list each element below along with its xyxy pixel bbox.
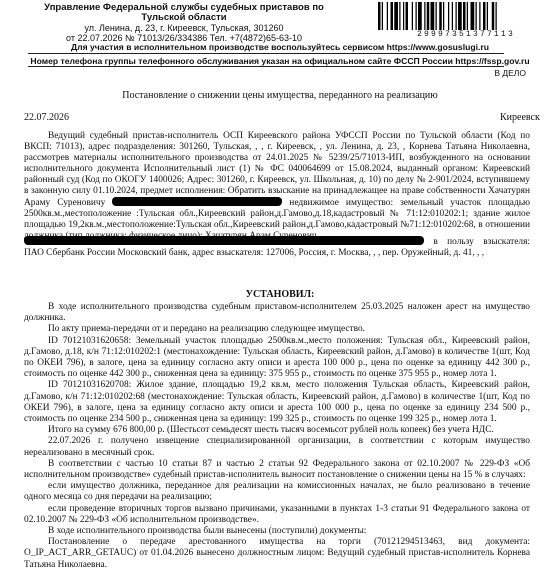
- barcode-bar: [431, 2, 435, 30]
- divider: [28, 66, 504, 67]
- barcode-bar: [487, 2, 488, 30]
- barcode-bar: [443, 2, 444, 30]
- barcode-bar: [394, 2, 398, 30]
- document-title: Постановление о снижении цены имущества, переданного на реализацию: [122, 90, 438, 101]
- barcode-image: [376, 2, 556, 30]
- barcode-bar: [452, 2, 453, 30]
- barcode-number: 29997351377113: [416, 30, 515, 39]
- body-paragraph: Постановление о передаче арестованного имущества на торги (70121294513463, вид документа: O_IP_ACT_ARR_GETAUC) от 01.04.2026 вынесено должностным лицом: Ведущий судебный пристав-исполнитель Корнева Татьяна Николаевна.: [24, 537, 530, 570]
- organization-name: Управление Федеральной службы судебных приставов по Тульской области: [44, 2, 324, 23]
- barcode-bar: [496, 2, 497, 30]
- organization-block: [24, 3, 344, 43]
- established-heading: УСТАНОВИЛ:: [245, 289, 315, 300]
- intro-text-b: недвижимое имущество: земельный участок площадью 2500кв.м.,местоположение :Тульская обл.,Киреевский район,д.Гамово,д.18,кадастровый № 71:12:010202:1; здание жилое площадью 19,2кв.м.,местоположение:Тульская обл.,Киреевский район,д.Гамово,кадастровый №71:12:010202:68, в отношении: [24, 198, 531, 230]
- intro-text-a: Ведущий судебный пристав-исполнитель ОСП Киреевского района УФССП России по Тульской области (Код по ВКСП: 71013), адрес подразделения: 301260, Тульская, , , г. Киреевск, , ул. Ленина, д. 23, , Корнева Татьяна Николаевна, рассмотрев материалы исполнительного производства от 24.01.2025 № 5239/25/71013-ИП, возбужденного на основании исполнительного документа Исполнительный лист (1) № ФС 040064699 от 15.08.2024, выданный органом: Киреевский районный суд (Код по ОКОГУ 1400026; Адрес: 301260, г. Киреевск, ул. Школьная, д. 10) по делу № 2-901/2024, вступившему в законную силу 01.10.2024, предмет исполнения: Обратить взыскание на принадлежащее на праве собственности Хачатурян Араму Суреновичу: [24, 131, 530, 208]
- body-paragraph: В ходе исполнительного производства судебным приставом-исполнителем 25.03.2025 наложен арест на имущество должника.: [24, 302, 530, 324]
- barcode-bar: [476, 2, 477, 30]
- body-paragraph: ID 70121031620708: Жилое здание, площадью 19,2 кв.м, место положения Тульская область, Киреевский район, д.Гамово, к/н 71:12:010202:68 (местонахождение: Тульская область, Киреевский район, д.Гамово) в количестве 1(шт, Код по ОКЕИ 796), в залоге, цена за единицу согласно акту описи и ареста 100 000 р., цена по оценке за единицу 234 500 р., стоимость по оценке 234 500 р., сниженная цена за единицу: 199 325 р., стоимость по оценке 199 325 р., номер лота 1.: [24, 380, 530, 425]
- document-city: Киреевск: [500, 112, 540, 123]
- redaction-bar: [24, 236, 424, 245]
- body-paragraph: По акту приема-передачи от и передано на реализацию следующее имущество.: [48, 324, 366, 335]
- barcode-bar: [448, 2, 449, 30]
- barcode-bar: [492, 2, 495, 30]
- barcode-bar: [416, 2, 417, 30]
- body-paragraph: 22.07.2026 г. получено извещение специализированной организации, в соответствии с которым имущество нереализовано в месячный срок.: [24, 436, 530, 458]
- barcode-bar: [418, 2, 422, 30]
- body-paragraph: если имущество должника, переданное для реализации на комиссионных началах, не было реализовано в течение одного месяца со дня передачи на реализацию;: [24, 481, 530, 503]
- document-date: 22.07.2026: [24, 112, 69, 123]
- divider: [28, 53, 504, 54]
- barcode-bar: [483, 2, 486, 30]
- barcode-bar: [436, 2, 437, 30]
- barcode-bar: [427, 2, 430, 30]
- barcode-bar: [387, 2, 388, 30]
- body-paragraph: ID 70121031620658: Земельный участок площадью 2500кв.м.,место положения: Тульская обл., Киреевский район, д.Гамово, д.18, к/н 71:12:010202:1 (местонахождение: Тульская область, Киреевский район, д.Гамово) в количестве 1(шт, Код по ОКЕИ 796), в залоге, цена за единицу согласно акту описи и ареста 100 000 р., цена по оценке за единицу 442 300 р., стоимость по оценке 442 300 р., сниженная цена за единицу: 375 955 р., стоимость по оценке 375 955 р., номер лота 1.: [24, 335, 530, 380]
- barcode-bar: [403, 2, 404, 30]
- barcode-bar: [467, 2, 468, 30]
- body-paragraph: В ходе исполнительного производства были вынесены (поступили) документы:: [48, 526, 367, 537]
- letterhead: [0, 0, 560, 43]
- barcode-bar: [456, 2, 457, 30]
- barcode-bar: [412, 2, 413, 30]
- organization-address: ул. Ленина, д. 23, г. Киреевск, Тульская, 301260: [84, 23, 284, 33]
- to-case-mark: В ДЕЛО: [494, 68, 526, 78]
- barcode-bar: [439, 2, 442, 30]
- gosuslugi-notice: Для участия в исполнительном производстве воспользуйтесь сервисом https://www.gosuslugi.ru: [71, 42, 489, 52]
- intro-paragraph: [24, 131, 530, 242]
- barcode-bar: [406, 2, 409, 30]
- intro-text-c: в пользу взыскателя: ПАО Сбербанк России Московский банк, адрес взыскателя: 127006, Россия, г. Москва, , , пер. Оружейный, д. 41, , ,: [24, 237, 530, 258]
- barcode-bar: [463, 2, 466, 30]
- document-ids: от 22.07.2026 № 71013/26/334386 Тел. +7(4872)65-63-10: [66, 33, 302, 43]
- document-body: [24, 302, 530, 571]
- barcode-bar: [458, 2, 462, 30]
- barcode-bar: [424, 2, 425, 30]
- redaction-bar: [112, 197, 282, 206]
- body-paragraph: В соответствии с частью 10 статьи 87 и частью 2 статьи 92 Федерального закона от 02.10.2007 № 229-ФЗ «Об исполнительном производстве» судебный пристав-исполнитель выносит постановление о снижении цены на 15 % в случаях:: [24, 458, 530, 481]
- barcode-bar: [471, 2, 475, 30]
- body-paragraph: Итого на сумму 676 800,00 р. (Шестьсот семьдесят шесть тысяч восемьсот рублей ноль копеек) без учета НДС.: [48, 425, 494, 436]
- body-paragraph: если проведение вторичных торгов вызвано причинами, указанными в пунктах 1-3 статьи 91 Федерального закона от 02.10.2007 № 229-ФЗ «Об исполнительном производстве».: [24, 503, 530, 525]
- barcode-bar: [399, 2, 400, 30]
- barcode-bar: [382, 2, 383, 30]
- barcode-bar: [391, 2, 394, 30]
- barcode-bar: [479, 2, 480, 30]
- creditor-paragraph: [24, 236, 530, 259]
- barcode-bar: [378, 2, 381, 30]
- phone-group-notice: Номер телефона группы телефонного обслуживания указан на официальном сайте ФССП России https://fssp.gov.ru: [30, 56, 530, 66]
